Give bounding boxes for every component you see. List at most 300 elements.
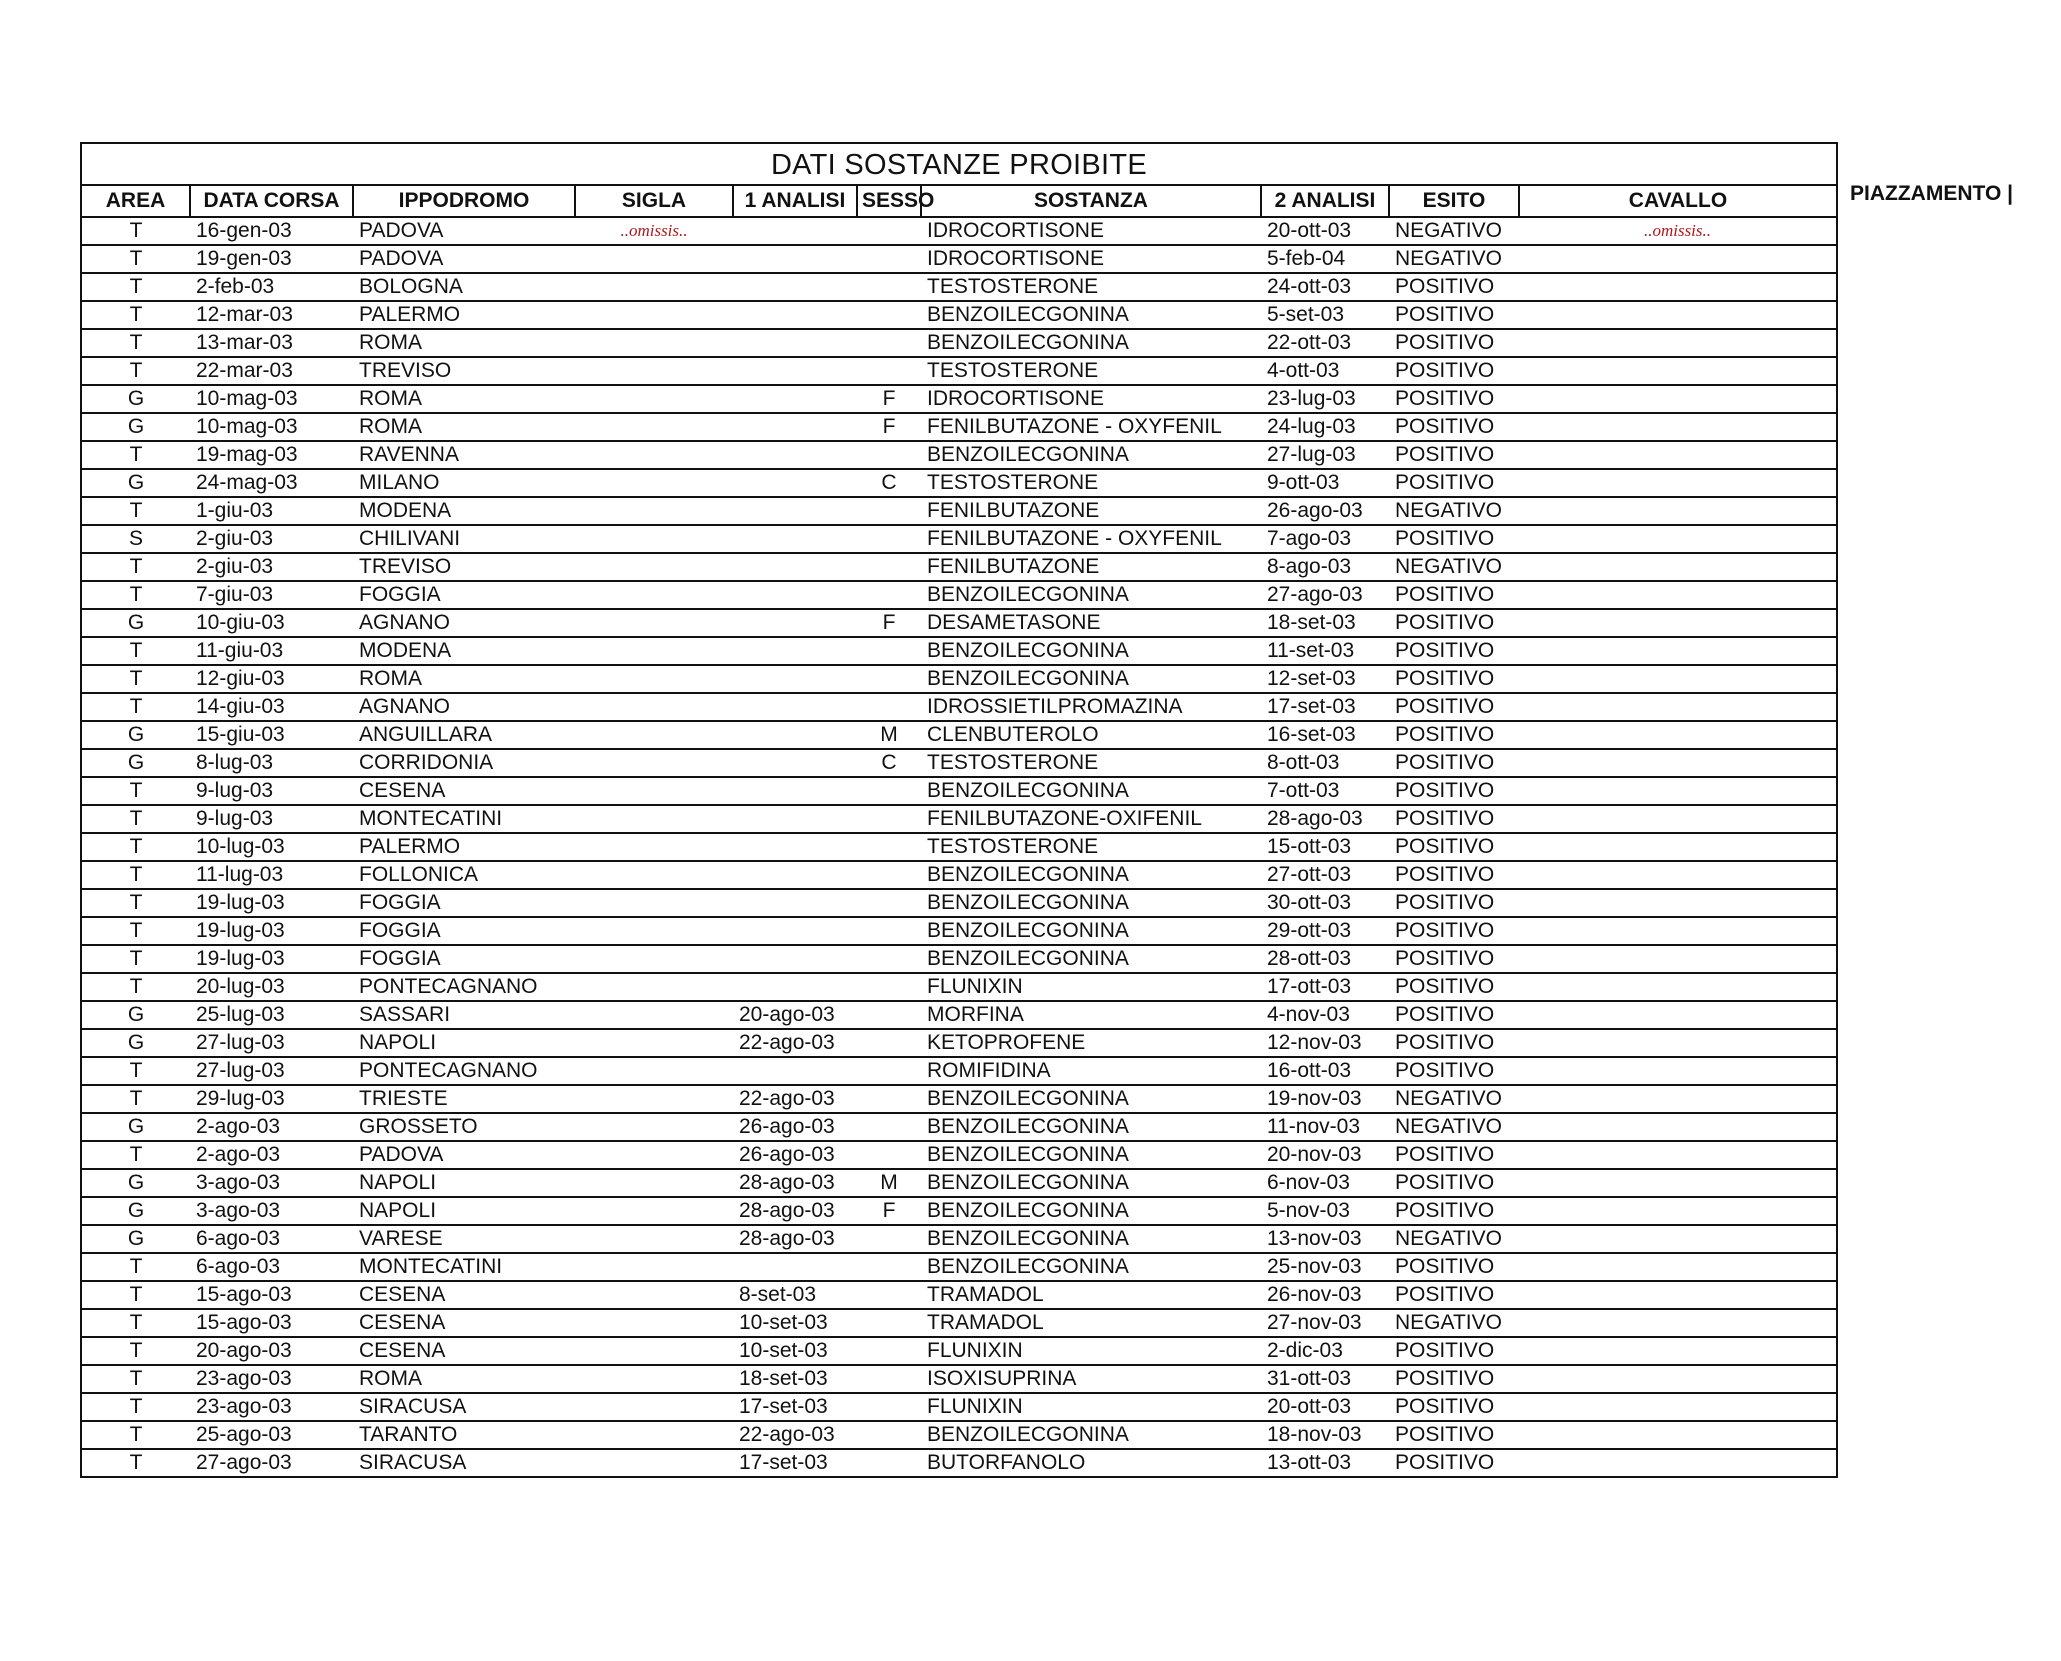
cell-ippodromo: MONTECATINI: [353, 1253, 575, 1281]
cell-area: T: [82, 665, 190, 693]
cell-area: T: [82, 805, 190, 833]
cell-sostanza: BENZOILECGONINA: [921, 665, 1261, 693]
cell-ippodromo: PADOVA: [353, 1141, 575, 1169]
cell-data-corsa: 19-lug-03: [190, 917, 353, 945]
cell-data-corsa: 20-ago-03: [190, 1337, 353, 1365]
table-row: [82, 1085, 1836, 1113]
cell-area: T: [82, 441, 190, 469]
cell-cavallo: [1519, 1141, 1836, 1169]
cell-cavallo: [1519, 1225, 1836, 1253]
cell-area: G: [82, 1113, 190, 1141]
cell-esito: POSITIVO: [1389, 385, 1519, 413]
cell-1-analisi: [733, 889, 857, 917]
cell-area: G: [82, 1197, 190, 1225]
cell-sostanza: IDROCORTISONE: [921, 217, 1261, 245]
cell-ippodromo: ROMA: [353, 385, 575, 413]
cell-sigla: [575, 1057, 733, 1085]
cell-area: G: [82, 385, 190, 413]
cell-area: T: [82, 861, 190, 889]
cell-ippodromo: SIRACUSA: [353, 1393, 575, 1421]
cell-cavallo: [1519, 301, 1836, 329]
cell-1-analisi: [733, 637, 857, 665]
cell-sigla: [575, 945, 733, 973]
table-row: [82, 749, 1836, 777]
cell-data-corsa: 14-giu-03: [190, 693, 353, 721]
cell-sostanza: CLENBUTEROLO: [921, 721, 1261, 749]
cell-2-analisi: 16-ott-03: [1261, 1057, 1389, 1085]
cell-esito: POSITIVO: [1389, 581, 1519, 609]
cell-2-analisi: 24-lug-03: [1261, 413, 1389, 441]
cell-sesso: [857, 637, 921, 665]
cell-ippodromo: FOGGIA: [353, 917, 575, 945]
cell-sesso: [857, 861, 921, 889]
cell-area: T: [82, 329, 190, 357]
header-cavallo: CAVALLO: [1519, 186, 1836, 217]
table-row: [82, 693, 1836, 721]
cell-2-analisi: 16-set-03: [1261, 721, 1389, 749]
cell-cavallo: [1519, 945, 1836, 973]
cell-ippodromo: RAVENNA: [353, 441, 575, 469]
cell-ippodromo: CHILIVANI: [353, 525, 575, 553]
cell-sostanza: FENILBUTAZONE: [921, 553, 1261, 581]
cell-sesso: [857, 693, 921, 721]
cell-sesso: [857, 441, 921, 469]
table-row: [82, 329, 1836, 357]
cell-esito: POSITIVO: [1389, 329, 1519, 357]
cavallo-omissis-note: ..omissis..: [1519, 217, 1836, 245]
table-row: [82, 777, 1836, 805]
cell-cavallo: [1519, 441, 1836, 469]
table-row: [82, 469, 1836, 497]
cell-2-analisi: 28-ott-03: [1261, 945, 1389, 973]
cell-ippodromo: PADOVA: [353, 217, 575, 245]
cell-esito: POSITIVO: [1389, 1337, 1519, 1365]
cell-sostanza: BENZOILECGONINA: [921, 1085, 1261, 1113]
cell-2-analisi: 6-nov-03: [1261, 1169, 1389, 1197]
cell-esito: POSITIVO: [1389, 1281, 1519, 1309]
cell-sigla: [575, 581, 733, 609]
table-body: [82, 217, 1836, 1476]
cell-cavallo: [1519, 1113, 1836, 1141]
cell-ippodromo: TREVISO: [353, 553, 575, 581]
table-row: [82, 945, 1836, 973]
cell-ippodromo: ROMA: [353, 413, 575, 441]
header-row: [82, 186, 1836, 217]
cell-sesso: [857, 1141, 921, 1169]
cell-esito: POSITIVO: [1389, 1365, 1519, 1393]
cell-1-analisi: 18-set-03: [733, 1365, 857, 1393]
cell-2-analisi: 23-lug-03: [1261, 385, 1389, 413]
cell-area: T: [82, 1057, 190, 1085]
cell-sostanza: FENILBUTAZONE - OXYFENIL: [921, 413, 1261, 441]
cell-cavallo: [1519, 1449, 1836, 1476]
cell-sigla: [575, 777, 733, 805]
table-row: [82, 637, 1836, 665]
cell-sigla: [575, 1337, 733, 1365]
cell-cavallo: [1519, 973, 1836, 1001]
cell-sesso: [857, 973, 921, 1001]
cell-sigla: [575, 1281, 733, 1309]
cell-1-analisi: 10-set-03: [733, 1337, 857, 1365]
cell-cavallo: [1519, 1085, 1836, 1113]
cell-sigla: [575, 301, 733, 329]
cell-2-analisi: 18-set-03: [1261, 609, 1389, 637]
cell-1-analisi: [733, 1057, 857, 1085]
cell-sigla: [575, 1225, 733, 1253]
cell-esito: NEGATIVO: [1389, 1113, 1519, 1141]
cell-sostanza: BENZOILECGONINA: [921, 1253, 1261, 1281]
cell-esito: POSITIVO: [1389, 441, 1519, 469]
cell-area: T: [82, 245, 190, 273]
cell-sigla: [575, 1029, 733, 1057]
table-row: [82, 1001, 1836, 1029]
cell-sesso: [857, 497, 921, 525]
header-data-corsa: DATA CORSA: [190, 186, 353, 217]
cell-ippodromo: MONTECATINI: [353, 805, 575, 833]
cell-esito: POSITIVO: [1389, 1253, 1519, 1281]
cell-cavallo: [1519, 1029, 1836, 1057]
cell-2-analisi: 31-ott-03: [1261, 1365, 1389, 1393]
cell-1-analisi: [733, 973, 857, 1001]
table-row: [82, 301, 1836, 329]
table-row: [82, 1281, 1836, 1309]
cell-2-analisi: 8-ago-03: [1261, 553, 1389, 581]
cell-sesso: [857, 1253, 921, 1281]
cell-1-analisi: [733, 553, 857, 581]
cell-esito: POSITIVO: [1389, 721, 1519, 749]
cell-area: T: [82, 273, 190, 301]
cell-cavallo: [1519, 245, 1836, 273]
cell-1-analisi: 28-ago-03: [733, 1225, 857, 1253]
cell-sostanza: TESTOSTERONE: [921, 357, 1261, 385]
cell-2-analisi: 27-ott-03: [1261, 861, 1389, 889]
cell-area: G: [82, 749, 190, 777]
cell-sigla: [575, 469, 733, 497]
cell-sigla: [575, 805, 733, 833]
cell-2-analisi: 29-ott-03: [1261, 917, 1389, 945]
cell-1-analisi: [733, 861, 857, 889]
cell-2-analisi: 11-set-03: [1261, 637, 1389, 665]
cell-cavallo: [1519, 1197, 1836, 1225]
cell-sostanza: TESTOSTERONE: [921, 469, 1261, 497]
cell-ippodromo: SASSARI: [353, 1001, 575, 1029]
cell-area: T: [82, 973, 190, 1001]
cell-data-corsa: 23-ago-03: [190, 1393, 353, 1421]
cell-esito: POSITIVO: [1389, 917, 1519, 945]
cell-ippodromo: TRIESTE: [353, 1085, 575, 1113]
cell-ippodromo: VARESE: [353, 1225, 575, 1253]
cell-esito: POSITIVO: [1389, 945, 1519, 973]
cell-1-analisi: 22-ago-03: [733, 1029, 857, 1057]
cell-sigla: [575, 1253, 733, 1281]
cell-ippodromo: CESENA: [353, 1337, 575, 1365]
header-area: AREA: [82, 186, 190, 217]
cell-1-analisi: 26-ago-03: [733, 1113, 857, 1141]
cell-area: G: [82, 1001, 190, 1029]
cell-area: G: [82, 721, 190, 749]
cell-sesso: [857, 1281, 921, 1309]
cell-1-analisi: [733, 833, 857, 861]
cell-sigla: [575, 1449, 733, 1476]
cell-2-analisi: 2-dic-03: [1261, 1337, 1389, 1365]
cell-sesso: [857, 329, 921, 357]
table-row: [82, 553, 1836, 581]
table-row: [82, 917, 1836, 945]
cell-sigla: [575, 1197, 733, 1225]
cell-1-analisi: [733, 525, 857, 553]
cell-ippodromo: ANGUILLARA: [353, 721, 575, 749]
cell-sigla: [575, 357, 733, 385]
cell-sesso: [857, 1225, 921, 1253]
cell-2-analisi: 9-ott-03: [1261, 469, 1389, 497]
header-1-analisi: 1 ANALISI: [733, 186, 857, 217]
cell-data-corsa: 9-lug-03: [190, 805, 353, 833]
cell-area: G: [82, 469, 190, 497]
cell-1-analisi: [733, 945, 857, 973]
data-table: [82, 186, 1836, 1476]
cell-2-analisi: 22-ott-03: [1261, 329, 1389, 357]
cell-sesso: [857, 1365, 921, 1393]
cell-1-analisi: [733, 357, 857, 385]
cell-sostanza: ROMIFIDINA: [921, 1057, 1261, 1085]
cell-1-analisi: [733, 777, 857, 805]
cell-sigla: [575, 1085, 733, 1113]
cell-1-analisi: [733, 469, 857, 497]
cell-sesso: C: [857, 469, 921, 497]
cell-cavallo: [1519, 413, 1836, 441]
cell-area: T: [82, 833, 190, 861]
table-row: [82, 889, 1836, 917]
cell-area: S: [82, 525, 190, 553]
cell-1-analisi: [733, 497, 857, 525]
cell-esito: POSITIVO: [1389, 525, 1519, 553]
cell-data-corsa: 2-ago-03: [190, 1113, 353, 1141]
cell-1-analisi: 28-ago-03: [733, 1169, 857, 1197]
cell-esito: POSITIVO: [1389, 413, 1519, 441]
cell-2-analisi: 28-ago-03: [1261, 805, 1389, 833]
cell-sostanza: BENZOILECGONINA: [921, 581, 1261, 609]
cell-2-analisi: 7-ott-03: [1261, 777, 1389, 805]
cell-data-corsa: 11-lug-03: [190, 861, 353, 889]
cell-esito: NEGATIVO: [1389, 497, 1519, 525]
cell-data-corsa: 27-lug-03: [190, 1029, 353, 1057]
cell-2-analisi: 8-ott-03: [1261, 749, 1389, 777]
cell-ippodromo: FOGGIA: [353, 889, 575, 917]
header-sesso: SESSO: [857, 186, 921, 217]
cell-sesso: [857, 833, 921, 861]
table-row: [82, 1449, 1836, 1476]
cell-1-analisi: 17-set-03: [733, 1393, 857, 1421]
cell-sigla: [575, 273, 733, 301]
cell-data-corsa: 15-ago-03: [190, 1309, 353, 1337]
cell-data-corsa: 12-giu-03: [190, 665, 353, 693]
cell-sostanza: TESTOSTERONE: [921, 833, 1261, 861]
cell-data-corsa: 19-lug-03: [190, 945, 353, 973]
cell-ippodromo: PALERMO: [353, 833, 575, 861]
cell-ippodromo: AGNANO: [353, 609, 575, 637]
cell-sostanza: FLUNIXIN: [921, 1393, 1261, 1421]
cell-2-analisi: 27-nov-03: [1261, 1309, 1389, 1337]
cell-1-analisi: [733, 245, 857, 273]
cell-area: T: [82, 581, 190, 609]
table-row: [82, 721, 1836, 749]
cell-cavallo: [1519, 917, 1836, 945]
cell-data-corsa: 23-ago-03: [190, 1365, 353, 1393]
cell-ippodromo: NAPOLI: [353, 1169, 575, 1197]
header-sigla: SIGLA: [575, 186, 733, 217]
cell-data-corsa: 3-ago-03: [190, 1169, 353, 1197]
cell-2-analisi: 27-lug-03: [1261, 441, 1389, 469]
cell-data-corsa: 15-giu-03: [190, 721, 353, 749]
table-row: [82, 1393, 1836, 1421]
cell-sesso: [857, 917, 921, 945]
piazzamento-header: PIAZZAMENTO |: [1850, 182, 2013, 205]
cell-ippodromo: PONTECAGNANO: [353, 1057, 575, 1085]
cell-2-analisi: 25-nov-03: [1261, 1253, 1389, 1281]
cell-area: T: [82, 357, 190, 385]
cell-cavallo: [1519, 805, 1836, 833]
cell-sostanza: TRAMADOL: [921, 1281, 1261, 1309]
cell-area: T: [82, 1337, 190, 1365]
cell-data-corsa: 22-mar-03: [190, 357, 353, 385]
cell-sigla: [575, 385, 733, 413]
table-row: [82, 497, 1836, 525]
table-row: [82, 273, 1836, 301]
cell-esito: POSITIVO: [1389, 749, 1519, 777]
cell-area: T: [82, 1253, 190, 1281]
header-sostanza: SOSTANZA: [921, 186, 1261, 217]
cell-sostanza: KETOPROFENE: [921, 1029, 1261, 1057]
cell-area: T: [82, 1281, 190, 1309]
cell-sostanza: BENZOILECGONINA: [921, 945, 1261, 973]
table-row: [82, 385, 1836, 413]
cell-sesso: [857, 945, 921, 973]
cell-data-corsa: 10-lug-03: [190, 833, 353, 861]
cell-ippodromo: CESENA: [353, 1309, 575, 1337]
cell-sigla: [575, 889, 733, 917]
cell-1-analisi: [733, 581, 857, 609]
cell-cavallo: [1519, 385, 1836, 413]
cell-esito: POSITIVO: [1389, 609, 1519, 637]
cell-ippodromo: CORRIDONIA: [353, 749, 575, 777]
cell-esito: POSITIVO: [1389, 833, 1519, 861]
cell-2-analisi: 11-nov-03: [1261, 1113, 1389, 1141]
cell-sigla: [575, 441, 733, 469]
table-row: [82, 413, 1836, 441]
cell-ippodromo: MODENA: [353, 497, 575, 525]
cell-ippodromo: PADOVA: [353, 245, 575, 273]
cell-esito: POSITIVO: [1389, 1197, 1519, 1225]
cell-ippodromo: MILANO: [353, 469, 575, 497]
cell-esito: POSITIVO: [1389, 889, 1519, 917]
cell-sesso: M: [857, 721, 921, 749]
table-row: [82, 833, 1836, 861]
cell-sostanza: ISOXISUPRINA: [921, 1365, 1261, 1393]
cell-esito: POSITIVO: [1389, 1393, 1519, 1421]
table-title: DATI SOSTANZE PROIBITE: [82, 144, 1836, 186]
cell-1-analisi: [733, 385, 857, 413]
cell-1-analisi: [733, 301, 857, 329]
cell-sostanza: FENILBUTAZONE - OXYFENIL: [921, 525, 1261, 553]
cell-area: T: [129, 1451, 143, 1474]
cell-data-corsa: 10-giu-03: [190, 609, 353, 637]
cell-sostanza: BENZOILECGONINA: [921, 861, 1261, 889]
cell-cavallo: [1519, 861, 1836, 889]
cell-1-analisi: 28-ago-03: [733, 1197, 857, 1225]
header-ippodromo: IPPODROMO: [353, 186, 575, 217]
table-row: [82, 581, 1836, 609]
cell-area: G: [82, 413, 190, 441]
cell-cavallo: [1519, 637, 1836, 665]
cell-sesso: [857, 1421, 921, 1449]
cell-sesso: [857, 665, 921, 693]
cell-2-analisi: 18-nov-03: [1261, 1421, 1389, 1449]
cell-sesso: F: [857, 609, 921, 637]
cell-sesso: [857, 1001, 921, 1029]
cell-2-analisi: 26-ago-03: [1261, 497, 1389, 525]
cell-sigla: [575, 665, 733, 693]
cell-sesso: [857, 1029, 921, 1057]
cell-data-corsa: 25-ago-03: [190, 1421, 353, 1449]
cell-area: T: [82, 1421, 190, 1449]
cell-sesso: [857, 1337, 921, 1365]
cell-2-analisi: 12-nov-03: [1261, 1029, 1389, 1057]
table-row: [82, 1225, 1836, 1253]
cell-data-corsa: 9-lug-03: [190, 777, 353, 805]
cell-cavallo: [1519, 721, 1836, 749]
cell-1-analisi: [733, 749, 857, 777]
cell-data-corsa: 19-lug-03: [190, 889, 353, 917]
cell-sostanza: IDROCORTISONE: [921, 385, 1261, 413]
cell-sostanza: BENZOILECGONINA: [921, 917, 1261, 945]
cell-cavallo: [1519, 273, 1836, 301]
cell-ippodromo: BOLOGNA: [353, 273, 575, 301]
cell-sesso: [857, 273, 921, 301]
cell-1-analisi: [733, 413, 857, 441]
cell-esito: NEGATIVO: [1389, 1309, 1519, 1337]
cell-sesso: [857, 553, 921, 581]
cell-data-corsa: 11-giu-03: [190, 637, 353, 665]
cell-data-corsa: 3-ago-03: [190, 1197, 353, 1225]
cell-ippodromo: ROMA: [353, 1365, 575, 1393]
table-row: [82, 1029, 1836, 1057]
cell-sigla: [575, 1309, 733, 1337]
cell-1-analisi: [733, 721, 857, 749]
cell-ippodromo: NAPOLI: [353, 1029, 575, 1057]
cell-esito: POSITIVO: [1389, 777, 1519, 805]
cell-cavallo: [1519, 1337, 1836, 1365]
cell-esito: NEGATIVO: [1389, 1225, 1519, 1253]
cell-sigla: [575, 1365, 733, 1393]
cell-sostanza: IDROSSIETILPROMAZINA: [921, 693, 1261, 721]
cell-sesso: F: [857, 413, 921, 441]
cell-esito: POSITIVO: [1389, 805, 1519, 833]
cell-sigla: [575, 861, 733, 889]
cell-esito: POSITIVO: [1389, 1141, 1519, 1169]
cell-2-analisi: 17-set-03: [1261, 693, 1389, 721]
cell-sesso: [857, 1113, 921, 1141]
table-row: [82, 245, 1836, 273]
table-row: [82, 1421, 1836, 1449]
cell-1-analisi: [733, 329, 857, 357]
cell-esito: POSITIVO: [1389, 861, 1519, 889]
cell-1-analisi: 26-ago-03: [733, 1141, 857, 1169]
table-row: [82, 1309, 1836, 1337]
table-row: [82, 861, 1836, 889]
cell-data-corsa: 2-feb-03: [190, 273, 353, 301]
cell-esito: POSITIVO: [1389, 1421, 1519, 1449]
cell-area: T: [82, 553, 190, 581]
